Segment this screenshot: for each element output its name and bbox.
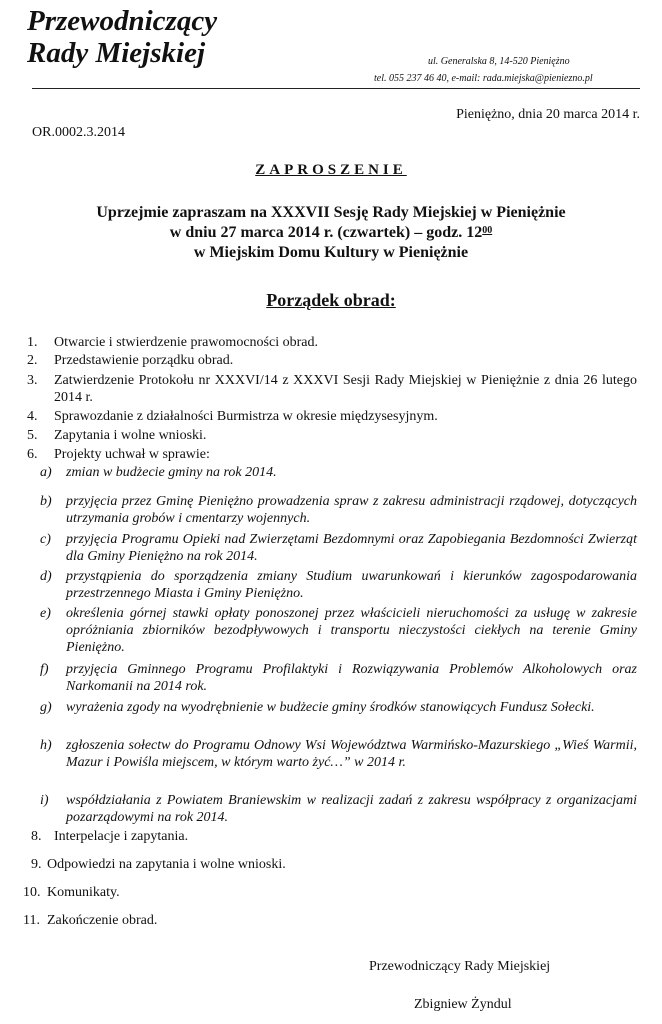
issuer-address: ul. Generalska 8, 14-520 Pieniężno [428,56,570,67]
document-heading: ZAPROSZENIE [255,162,407,178]
place-date: Pieniężno, dnia 20 marca 2014 r. [456,107,640,122]
resolution-item: f) przyjęcia Gminnego Programu Profilaktyki i Rozwiązywania Problemów Alkoholowych oraz Narkomanii na 2014 rok. [40,662,637,694]
issuer-contact: tel. 055 237 46 40, e-mail: rada.miejska@pieniezno.pl [374,73,593,84]
signatory-name: Zbigniew Żyndul [414,997,512,1012]
resolution-item: i) współdziałania z Powiatem Braniewskim w realizacji zadań z zakresu współpracy z organizacjami pozarządowymi na rok 2014. [40,793,637,825]
resolution-item: a) zmian w budżecie gminy na rok 2014. [40,465,277,480]
intro-time-superscript: 00 [482,225,493,236]
agenda-item: 2. Przedstawienie porządku obrad. [27,353,234,368]
issuer-title-line2: Rady Miejskiej [27,37,206,69]
agenda-item: 10. Komunikaty. [23,885,120,900]
issuer-title-line1: Przewodniczący [27,5,218,37]
resolution-item: h) zgłoszenia sołectw do Programu Odnowy Wsi Województwa Warmińsko-Mazurskiego „Wieś Warmii, Mazur i Powiśla miejscem, w którym warto żyć…” w 2014 r. [40,738,637,770]
resolution-item: b) przyjęcia przez Gminę Pieniężno prowadzenia spraw z zakresu administracji rządowej, dotyczących utrzymania grobów i cmentarzy wojennych. [40,494,637,526]
agenda-title: Porządek obrad: [266,290,396,310]
resolution-item: d) przystąpienia do sporządzenia zmiany Studium uwarunkowań i kierunków zagospodarowania przestrzennego Miasta i Gminy Pieniężno. [40,569,637,601]
agenda-item: 4. Sprawozdanie z działalności Burmistrza w okresie międzysesyjnym. [27,409,438,424]
reference-number: OR.0002.3.2014 [32,125,125,140]
agenda-item: 9. Odpowiedzi na zapytania i wolne wnioski. [31,857,286,872]
agenda-item: 5. Zapytania i wolne wnioski. [27,428,207,443]
agenda-item: 11. Zakończenie obrad. [23,913,158,928]
intro-line1: Uprzejmie zapraszam na XXXVII Sesję Rady Miejskiej w Pieniężnie [96,204,566,221]
resolution-item: c) przyjęcia Programu Opieki nad Zwierzętami Bezdomnymi oraz Zapobiegania Bezdomności Zwierząt dla Gminy Pieniężno na rok 2014. [40,532,637,564]
invitation-intro [0,203,662,263]
issuer-title [27,5,217,69]
signatory-role: Przewodniczący Rady Miejskiej [369,959,551,974]
header-divider [32,88,640,89]
resolution-item: g) wyrażenia zgody na wyodrębnienie w budżecie gminy środków stanowiących Fundusz Sołecki. [40,700,595,715]
agenda-item: 8. Interpelacje i zapytania. [31,829,189,844]
agenda-item: 6. Projekty uchwał w sprawie: [27,447,210,462]
intro-line3: w Miejskim Domu Kultury w Pieniężnie [193,244,469,261]
intro-line2: w dniu 27 marca 2014 r. (czwartek) – godz. $12^{00}$ [169,224,493,241]
agenda-item: 1. Otwarcie i stwierdzenie prawomocności obrad. [27,335,318,350]
resolution-item: e) określenia górnej stawki opłaty ponoszonej przez właścicieli nieruchomości za usługę w zakresie opróżniania zbiorników bezodpływowych i transportu nieczystości ciekłych na terenie Gminy Pieniężno. [40,606,637,655]
agenda-item: 3. Zatwierdzenie Protokołu nr XXXVI/14 z XXXVI Sesji Rady Miejskiej w Pieniężnie z dnia 26 lutego 2014 r. [27,373,637,405]
